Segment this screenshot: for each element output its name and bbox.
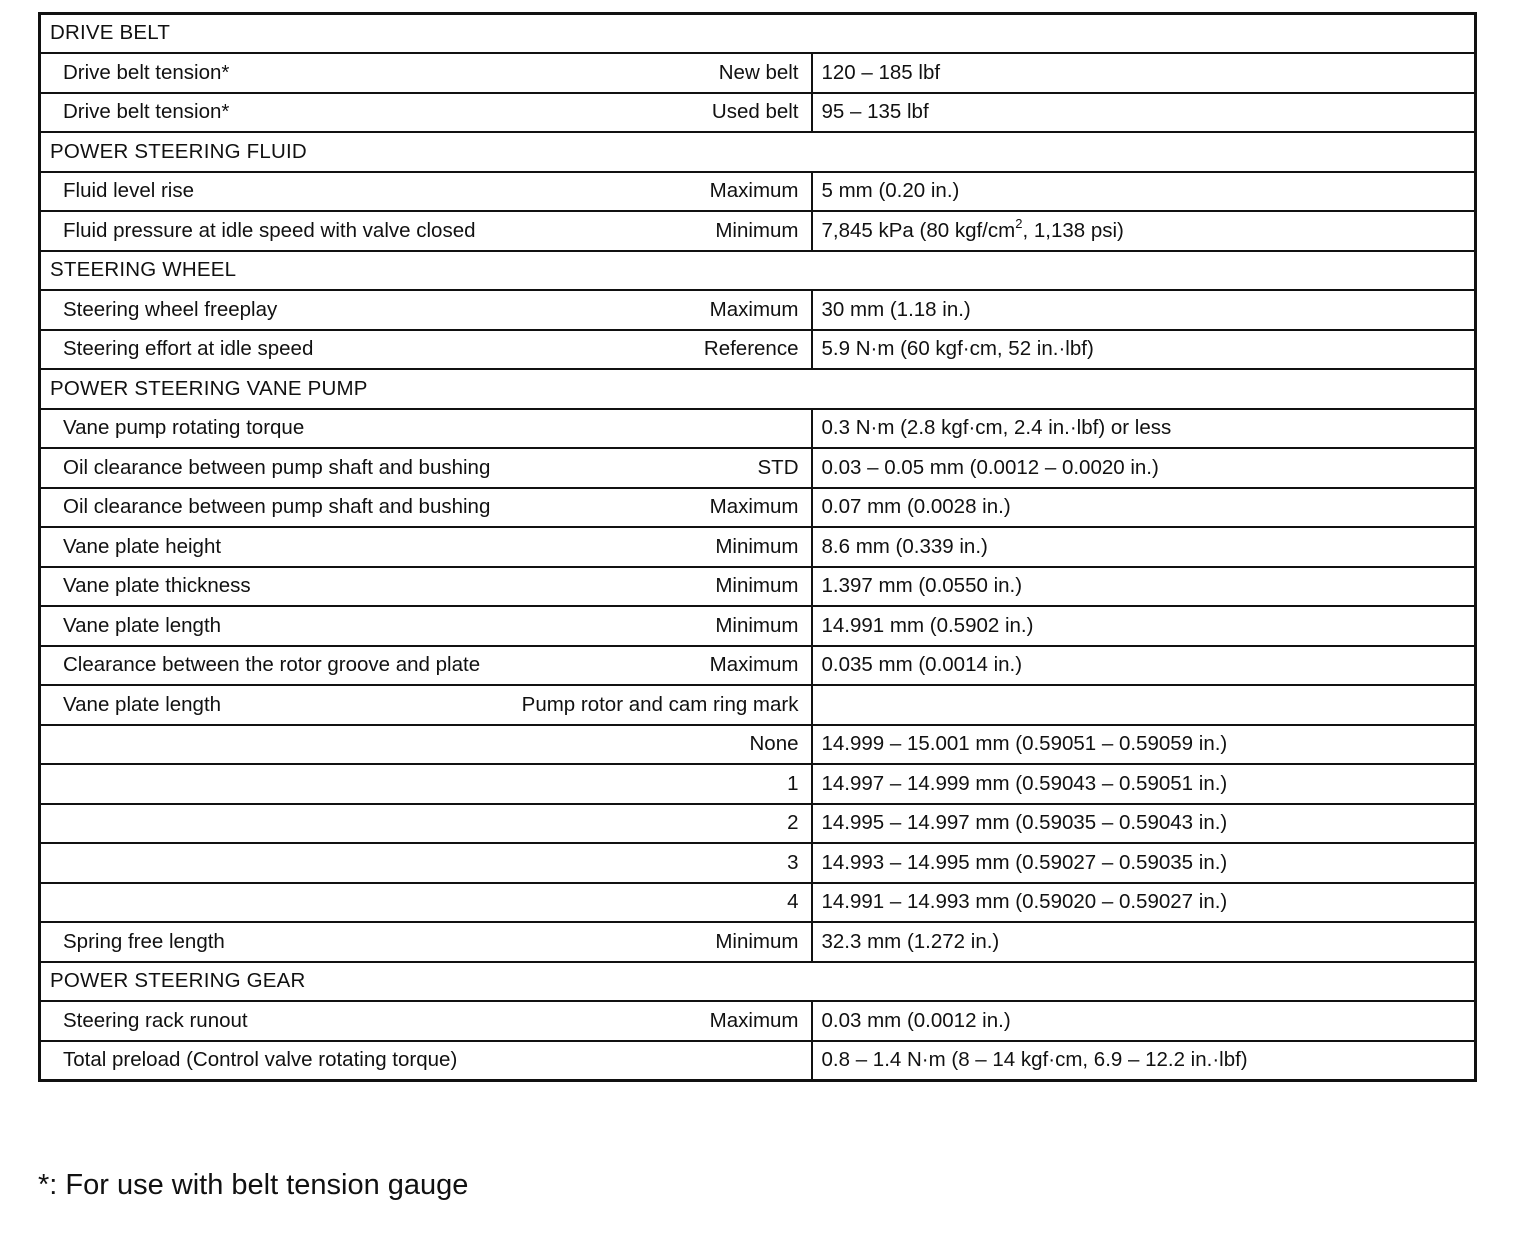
section-header-row <box>40 962 1476 1002</box>
specification-table-body <box>40 14 1476 1081</box>
spec-item-cell <box>40 527 812 567</box>
spec-item-label: Vane plate height <box>63 534 222 558</box>
spec-item-cell <box>40 685 812 725</box>
section-title: DRIVE BELT <box>40 14 1476 54</box>
spec-item-label: Fluid pressure at idle speed with valve closed <box>63 218 476 242</box>
spec-item-cell <box>40 488 812 528</box>
spec-qualifier: Minimum <box>715 574 799 597</box>
spec-qualifier: 3 <box>787 850 799 874</box>
spec-item-cell <box>40 606 812 646</box>
spec-qualifier: Minimum <box>715 613 799 637</box>
spec-item-label: Steering effort at idle speed <box>63 337 314 360</box>
spec-row <box>40 1001 1476 1041</box>
spec-item-label: Fluid level rise <box>63 179 195 202</box>
spec-item-cell <box>40 725 812 765</box>
spec-value: 0.07 mm (0.0028 in.) <box>812 488 1476 528</box>
spec-row <box>40 409 1476 449</box>
spec-item-label: Vane plate length <box>63 613 222 637</box>
section-header-row <box>40 132 1476 172</box>
spec-row <box>40 922 1476 962</box>
spec-qualifier: Minimum <box>715 534 799 558</box>
spec-value: 14.995 – 14.997 mm (0.59035 – 0.59043 in.) <box>812 804 1476 844</box>
spec-qualifier: Maximum <box>709 297 799 321</box>
spec-item-cell <box>40 804 812 844</box>
spec-item-cell <box>40 646 812 686</box>
spec-value: 14.999 – 15.001 mm (0.59051 – 0.59059 in.) <box>812 725 1476 765</box>
spec-qualifier: Pump rotor and cam ring mark <box>521 692 799 716</box>
spec-item-label: Total preload (Control valve rotating torque) <box>63 1047 458 1071</box>
spec-qualifier: None <box>749 732 799 755</box>
spec-item-cell <box>40 1001 812 1041</box>
spec-qualifier: Maximum <box>709 1008 799 1032</box>
spec-value-text: , 1,138 psi) <box>1022 218 1124 242</box>
spec-row <box>40 725 1476 765</box>
spec-item-label: Steering rack runout <box>63 1008 248 1032</box>
spec-value-text: 7,845 kPa (80 kgf/cm <box>821 218 1016 242</box>
spec-qualifier: STD <box>757 455 799 479</box>
spec-item-cell <box>40 567 812 607</box>
spec-value-superscript: 2 <box>1015 215 1023 231</box>
spec-qualifier: 2 <box>787 811 799 834</box>
section-title: POWER STEERING VANE PUMP <box>40 369 1476 409</box>
spec-item-cell <box>40 172 812 212</box>
spec-row <box>40 527 1476 567</box>
spec-item-label: Vane plate length <box>63 692 222 716</box>
spec-item-cell <box>40 1041 812 1081</box>
spec-value: 0.03 – 0.05 mm (0.0012 – 0.0020 in.) <box>812 448 1476 488</box>
spec-value: 5 mm (0.20 in.) <box>812 172 1476 212</box>
spec-row <box>40 685 1476 725</box>
spec-value: 14.997 – 14.999 mm (0.59043 – 0.59051 in.) <box>812 764 1476 804</box>
spec-row <box>40 488 1476 528</box>
spec-item-label: Drive belt tension* <box>63 60 230 84</box>
spec-qualifier: New belt <box>718 60 799 84</box>
spec-qualifier: Minimum <box>715 929 799 953</box>
spec-row <box>40 804 1476 844</box>
section-title: POWER STEERING GEAR <box>40 962 1476 1002</box>
spec-row <box>40 883 1476 923</box>
spec-item-cell <box>40 448 812 488</box>
spec-row <box>40 211 1476 251</box>
spec-qualifier: Reference <box>703 337 799 360</box>
spec-value: 0.035 mm (0.0014 in.) <box>812 646 1476 686</box>
spec-value: 5.9 N·m (60 kgf·cm, 52 in.·lbf) <box>812 330 1476 370</box>
spec-item-label: Steering wheel freeplay <box>63 297 278 321</box>
spec-value: 14.991 mm (0.5902 in.) <box>812 606 1476 646</box>
spec-qualifier: 4 <box>787 890 799 913</box>
spec-item-cell <box>40 843 812 883</box>
spec-value: 1.397 mm (0.0550 in.) <box>812 567 1476 607</box>
spec-qualifier: Maximum <box>709 179 799 202</box>
spec-row <box>40 606 1476 646</box>
spec-value: 0.03 mm (0.0012 in.) <box>812 1001 1476 1041</box>
spec-item-cell <box>40 409 812 449</box>
spec-row <box>40 290 1476 330</box>
spec-value: 8.6 mm (0.339 in.) <box>812 527 1476 567</box>
spec-row <box>40 843 1476 883</box>
spec-value: 95 – 135 lbf <box>812 93 1476 133</box>
spec-row <box>40 1041 1476 1081</box>
spec-qualifier: Minimum <box>715 218 799 242</box>
spec-item-cell <box>40 211 812 251</box>
spec-item-cell <box>40 883 812 923</box>
spec-item-cell <box>40 330 812 370</box>
spec-qualifier: Maximum <box>709 653 799 676</box>
spec-item-label: Drive belt tension* <box>63 100 230 123</box>
spec-item-label: Vane pump rotating torque <box>63 416 305 439</box>
section-header-row <box>40 369 1476 409</box>
spec-row <box>40 646 1476 686</box>
spec-row <box>40 93 1476 133</box>
spec-row <box>40 764 1476 804</box>
spec-value: 30 mm (1.18 in.) <box>812 290 1476 330</box>
spec-item-label: Oil clearance between pump shaft and bushing <box>63 455 491 479</box>
spec-item-label: Oil clearance between pump shaft and bushing <box>63 495 491 518</box>
spec-item-cell <box>40 290 812 330</box>
section-title: POWER STEERING FLUID <box>40 132 1476 172</box>
spec-value <box>812 211 1476 251</box>
spec-value: 14.993 – 14.995 mm (0.59027 – 0.59035 in.) <box>812 843 1476 883</box>
spec-row <box>40 448 1476 488</box>
spec-qualifier: 1 <box>787 771 799 795</box>
footnote: *: For use with belt tension gauge <box>38 1169 469 1201</box>
spec-value <box>812 685 1476 725</box>
spec-row <box>40 172 1476 212</box>
spec-qualifier: Maximum <box>709 495 799 518</box>
section-title: STEERING WHEEL <box>40 251 1476 291</box>
section-header-row <box>40 14 1476 54</box>
spec-item-label: Spring free length <box>63 929 225 953</box>
spec-item-label: Clearance between the rotor groove and plate <box>63 653 481 676</box>
spec-item-label: Vane plate thickness <box>63 574 251 597</box>
spec-row <box>40 53 1476 93</box>
specification-table <box>38 12 1477 1082</box>
spec-row <box>40 330 1476 370</box>
spec-item-cell <box>40 53 812 93</box>
spec-item-cell <box>40 93 812 133</box>
spec-item-cell <box>40 922 812 962</box>
section-header-row <box>40 251 1476 291</box>
spec-value: 32.3 mm (1.272 in.) <box>812 922 1476 962</box>
spec-row <box>40 567 1476 607</box>
spec-qualifier: Used belt <box>711 100 799 123</box>
spec-value: 120 – 185 lbf <box>812 53 1476 93</box>
spec-item-cell <box>40 764 812 804</box>
spec-value: 0.8 – 1.4 N·m (8 – 14 kgf·cm, 6.9 – 12.2 in.·lbf) <box>812 1041 1476 1081</box>
spec-value: 14.991 – 14.993 mm (0.59020 – 0.59027 in.) <box>812 883 1476 923</box>
spec-value: 0.3 N·m (2.8 kgf·cm, 2.4 in.·lbf) or less <box>812 409 1476 449</box>
